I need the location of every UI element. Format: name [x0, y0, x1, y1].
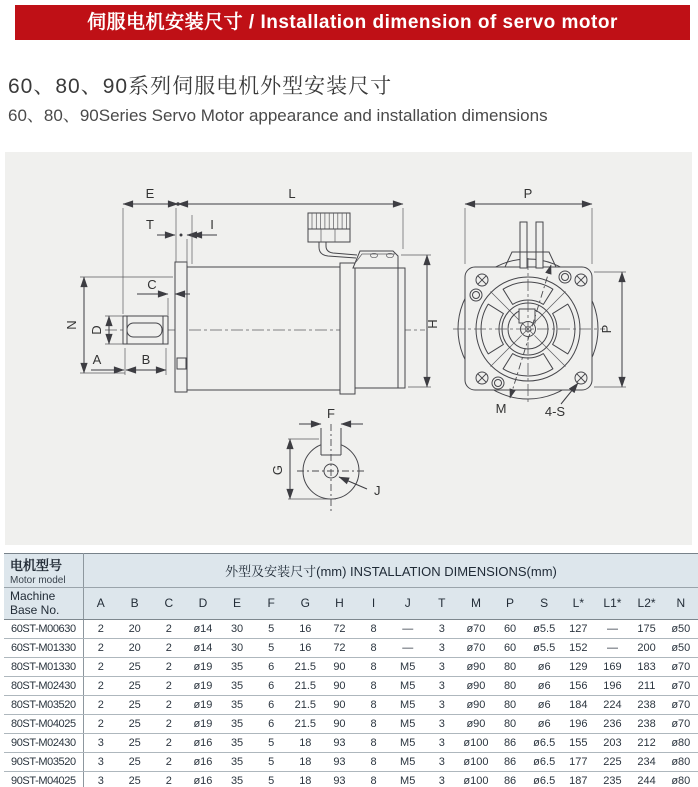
value-cell: 235	[595, 771, 629, 787]
value-cell: —	[391, 619, 425, 638]
drawing-panel	[5, 152, 692, 545]
value-cell: 2	[152, 714, 186, 733]
value-cell: 25	[118, 752, 152, 771]
value-cell: 93	[322, 733, 356, 752]
value-cell: 155	[561, 733, 595, 752]
value-cell: 2	[152, 752, 186, 771]
value-cell: 60	[493, 638, 527, 657]
value-cell: ø90	[459, 676, 493, 695]
value-cell: ø70	[664, 714, 698, 733]
value-cell: 35	[220, 676, 254, 695]
model-cell: 80ST-M02430	[4, 676, 84, 695]
side-view-drawing	[64, 186, 440, 394]
value-cell: ø5.5	[527, 638, 561, 657]
value-cell: 3	[425, 638, 459, 657]
column-header-l: L*	[561, 588, 595, 620]
value-cell: ø100	[459, 752, 493, 771]
column-header-d: D	[186, 588, 220, 620]
value-cell: ø80	[664, 733, 698, 752]
technical-drawing	[5, 152, 692, 545]
dim-label-j: J	[374, 483, 381, 498]
section-heading-en: 60、80、90Series Servo Motor appearance and installation dimensions	[8, 106, 548, 125]
dim-label-i: I	[210, 217, 214, 232]
value-cell: 72	[322, 638, 356, 657]
value-cell: 234	[630, 752, 664, 771]
value-cell: —	[391, 638, 425, 657]
value-cell: 35	[220, 733, 254, 752]
value-cell: 6	[254, 676, 288, 695]
section-heading-zh: 60、80、90系列伺服电机外型安装尺寸	[8, 75, 393, 98]
value-cell: ø19	[186, 657, 220, 676]
value-cell: M5	[391, 714, 425, 733]
value-cell: 2	[152, 619, 186, 638]
shaft-section-drawing	[270, 406, 381, 514]
value-cell: 8	[357, 733, 391, 752]
value-cell: 3	[425, 657, 459, 676]
column-header-p: P	[493, 588, 527, 620]
value-cell: 156	[561, 676, 595, 695]
value-cell: 3	[84, 771, 118, 787]
model-cell: 60ST-M01330	[4, 638, 84, 657]
model-cell: 60ST-M00630	[4, 619, 84, 638]
value-cell: 21.5	[288, 657, 322, 676]
table-row	[4, 619, 698, 638]
value-cell: 2	[84, 714, 118, 733]
value-cell: 25	[118, 771, 152, 787]
value-cell: 3	[425, 771, 459, 787]
column-header-t: T	[425, 588, 459, 620]
value-cell: 5	[254, 771, 288, 787]
value-cell: 86	[493, 733, 527, 752]
value-cell: 25	[118, 733, 152, 752]
value-cell: 203	[595, 733, 629, 752]
value-cell: 86	[493, 752, 527, 771]
dim-label-p-top: P	[523, 186, 533, 201]
value-cell: ø70	[459, 638, 493, 657]
value-cell: 183	[630, 657, 664, 676]
value-cell: M5	[391, 733, 425, 752]
machine-base-header	[4, 588, 84, 620]
value-cell: 6	[254, 714, 288, 733]
value-cell: 2	[152, 676, 186, 695]
dim-label-4s: 4-S	[544, 404, 566, 419]
column-header-s: S	[527, 588, 561, 620]
value-cell: 2	[84, 619, 118, 638]
value-cell: 8	[357, 676, 391, 695]
value-cell: 35	[220, 752, 254, 771]
value-cell: 5	[254, 733, 288, 752]
value-cell: 16	[288, 619, 322, 638]
value-cell: 90	[322, 714, 356, 733]
table-row	[4, 676, 698, 695]
value-cell: ø50	[664, 638, 698, 657]
value-cell: 90	[322, 657, 356, 676]
motor-model-header-en: Motor model	[10, 575, 66, 586]
value-cell: 2	[152, 771, 186, 787]
value-cell: ø6	[527, 714, 561, 733]
value-cell: 169	[595, 657, 629, 676]
value-cell: 129	[561, 657, 595, 676]
value-cell: ø14	[186, 638, 220, 657]
value-cell: ø6	[527, 695, 561, 714]
value-cell: 35	[220, 771, 254, 787]
column-header-n: N	[664, 588, 698, 620]
value-cell: 80	[493, 657, 527, 676]
front-view-drawing	[453, 186, 626, 419]
value-cell: 3	[425, 676, 459, 695]
column-header-j: J	[391, 588, 425, 620]
value-cell: 35	[220, 657, 254, 676]
value-cell: 21.5	[288, 714, 322, 733]
value-cell: 16	[288, 638, 322, 657]
dim-label-b: B	[141, 352, 151, 367]
dim-label-n: N	[64, 320, 79, 330]
column-header-m: M	[459, 588, 493, 620]
value-cell: 80	[493, 695, 527, 714]
value-cell: 18	[288, 771, 322, 787]
value-cell: ø14	[186, 619, 220, 638]
value-cell: 244	[630, 771, 664, 787]
dimensions-title: 外型及安装尺寸(mm) INSTALLATION DIMENSIONS(mm)	[84, 554, 698, 588]
value-cell: 5	[254, 638, 288, 657]
value-cell: M5	[391, 752, 425, 771]
value-cell: ø5.5	[527, 619, 561, 638]
value-cell: 80	[493, 714, 527, 733]
value-cell: 93	[322, 752, 356, 771]
table-columns-row	[4, 588, 698, 620]
value-cell: ø90	[459, 714, 493, 733]
machine-base-line2: Base No.	[10, 603, 60, 618]
value-cell: M5	[391, 695, 425, 714]
value-cell: ø70	[664, 695, 698, 714]
dimension-table	[4, 553, 698, 787]
value-cell: 60	[493, 619, 527, 638]
value-cell: 224	[595, 695, 629, 714]
value-cell: 200	[630, 638, 664, 657]
column-header-l2: L2*	[630, 588, 664, 620]
page-title-banner: 伺服电机安装尺寸 / Installation dimension of servo motor	[15, 5, 690, 40]
value-cell: 3	[425, 619, 459, 638]
column-header-l1: L1*	[595, 588, 629, 620]
dim-label-d: D	[89, 325, 104, 335]
value-cell: ø70	[664, 657, 698, 676]
value-cell: 8	[357, 714, 391, 733]
value-cell: 8	[357, 657, 391, 676]
value-cell: 184	[561, 695, 595, 714]
value-cell: ø16	[186, 771, 220, 787]
dim-label-t: T	[146, 217, 154, 232]
value-cell: 175	[630, 619, 664, 638]
value-cell: ø90	[459, 657, 493, 676]
value-cell: 80	[493, 676, 527, 695]
value-cell: 152	[561, 638, 595, 657]
model-cell: 90ST-M03520	[4, 752, 84, 771]
value-cell: 196	[561, 714, 595, 733]
column-header-i: I	[357, 588, 391, 620]
value-cell: ø16	[186, 752, 220, 771]
value-cell: 225	[595, 752, 629, 771]
value-cell: ø80	[664, 771, 698, 787]
column-header-g: G	[288, 588, 322, 620]
value-cell: M5	[391, 771, 425, 787]
value-cell: 25	[118, 714, 152, 733]
value-cell: 18	[288, 733, 322, 752]
value-cell: 25	[118, 657, 152, 676]
value-cell: ø19	[186, 714, 220, 733]
value-cell: 236	[595, 714, 629, 733]
value-cell: —	[595, 619, 629, 638]
value-cell: ø80	[664, 752, 698, 771]
value-cell: 20	[118, 638, 152, 657]
value-cell: 2	[84, 638, 118, 657]
value-cell: 21.5	[288, 695, 322, 714]
value-cell: M5	[391, 676, 425, 695]
value-cell: 30	[220, 638, 254, 657]
value-cell: 211	[630, 676, 664, 695]
dimension-table-section	[4, 553, 698, 787]
dim-label-m: M	[495, 401, 507, 416]
motor-model-header-zh: 电机型号	[10, 558, 63, 573]
column-header-h: H	[322, 588, 356, 620]
machine-base-line1: Machine	[10, 589, 56, 603]
value-cell: 127	[561, 619, 595, 638]
column-header-b: B	[118, 588, 152, 620]
dim-label-h: H	[425, 319, 440, 329]
motor-model-header	[4, 554, 84, 588]
value-cell: 90	[322, 695, 356, 714]
table-row	[4, 714, 698, 733]
column-header-c: C	[152, 588, 186, 620]
value-cell: 196	[595, 676, 629, 695]
value-cell: 238	[630, 695, 664, 714]
value-cell: 5	[254, 752, 288, 771]
value-cell: 6	[254, 695, 288, 714]
value-cell: ø6	[527, 676, 561, 695]
value-cell: 3	[84, 733, 118, 752]
table-row	[4, 752, 698, 771]
table-row	[4, 733, 698, 752]
value-cell: 8	[357, 638, 391, 657]
value-cell: 3	[425, 752, 459, 771]
value-cell: 25	[118, 676, 152, 695]
column-header-a: A	[84, 588, 118, 620]
value-cell: 6	[254, 657, 288, 676]
value-cell: 18	[288, 752, 322, 771]
value-cell: 2	[152, 638, 186, 657]
value-cell: 238	[630, 714, 664, 733]
value-cell: ø19	[186, 695, 220, 714]
value-cell: M5	[391, 657, 425, 676]
value-cell: 35	[220, 714, 254, 733]
value-cell: 2	[84, 676, 118, 695]
value-cell: ø6.5	[527, 733, 561, 752]
value-cell: 30	[220, 619, 254, 638]
model-cell: 90ST-M02430	[4, 733, 84, 752]
value-cell: 3	[84, 752, 118, 771]
value-cell: 2	[84, 695, 118, 714]
value-cell: ø100	[459, 771, 493, 787]
value-cell: 8	[357, 619, 391, 638]
model-cell: 80ST-M01330	[4, 657, 84, 676]
model-cell: 90ST-M04025	[4, 771, 84, 787]
value-cell: 8	[357, 771, 391, 787]
value-cell: 86	[493, 771, 527, 787]
dim-label-l: L	[288, 186, 296, 201]
dim-label-e: E	[145, 186, 155, 201]
value-cell: 3	[425, 695, 459, 714]
value-cell: ø90	[459, 695, 493, 714]
table-row	[4, 657, 698, 676]
dim-label-c: C	[147, 277, 157, 292]
value-cell: 3	[425, 714, 459, 733]
table-row	[4, 771, 698, 787]
value-cell: 2	[152, 733, 186, 752]
column-header-e: E	[220, 588, 254, 620]
value-cell: 72	[322, 619, 356, 638]
dim-label-p-side: P	[599, 324, 614, 334]
value-cell: —	[595, 638, 629, 657]
model-cell: 80ST-M03520	[4, 695, 84, 714]
value-cell: ø19	[186, 676, 220, 695]
value-cell: ø70	[459, 619, 493, 638]
value-cell: 8	[357, 695, 391, 714]
value-cell: ø50	[664, 619, 698, 638]
value-cell: 3	[425, 733, 459, 752]
model-cell: 80ST-M04025	[4, 714, 84, 733]
dim-label-f: F	[327, 406, 335, 421]
value-cell: 8	[357, 752, 391, 771]
value-cell: 2	[152, 657, 186, 676]
value-cell: ø100	[459, 733, 493, 752]
value-cell: 25	[118, 695, 152, 714]
dim-label-g: G	[270, 464, 285, 476]
value-cell: 5	[254, 619, 288, 638]
value-cell: ø70	[664, 676, 698, 695]
value-cell: 2	[152, 695, 186, 714]
value-cell: ø6.5	[527, 771, 561, 787]
value-cell: 90	[322, 676, 356, 695]
value-cell: 2	[84, 657, 118, 676]
value-cell: 93	[322, 771, 356, 787]
value-cell: ø6	[527, 657, 561, 676]
value-cell: 177	[561, 752, 595, 771]
value-cell: 21.5	[288, 676, 322, 695]
table-row	[4, 695, 698, 714]
dim-label-a: A	[92, 352, 102, 367]
column-header-f: F	[254, 588, 288, 620]
value-cell: 20	[118, 619, 152, 638]
value-cell: 212	[630, 733, 664, 752]
value-cell: 35	[220, 695, 254, 714]
value-cell: ø16	[186, 733, 220, 752]
value-cell: ø6.5	[527, 752, 561, 771]
table-row	[4, 638, 698, 657]
value-cell: 187	[561, 771, 595, 787]
table-body	[4, 619, 698, 787]
